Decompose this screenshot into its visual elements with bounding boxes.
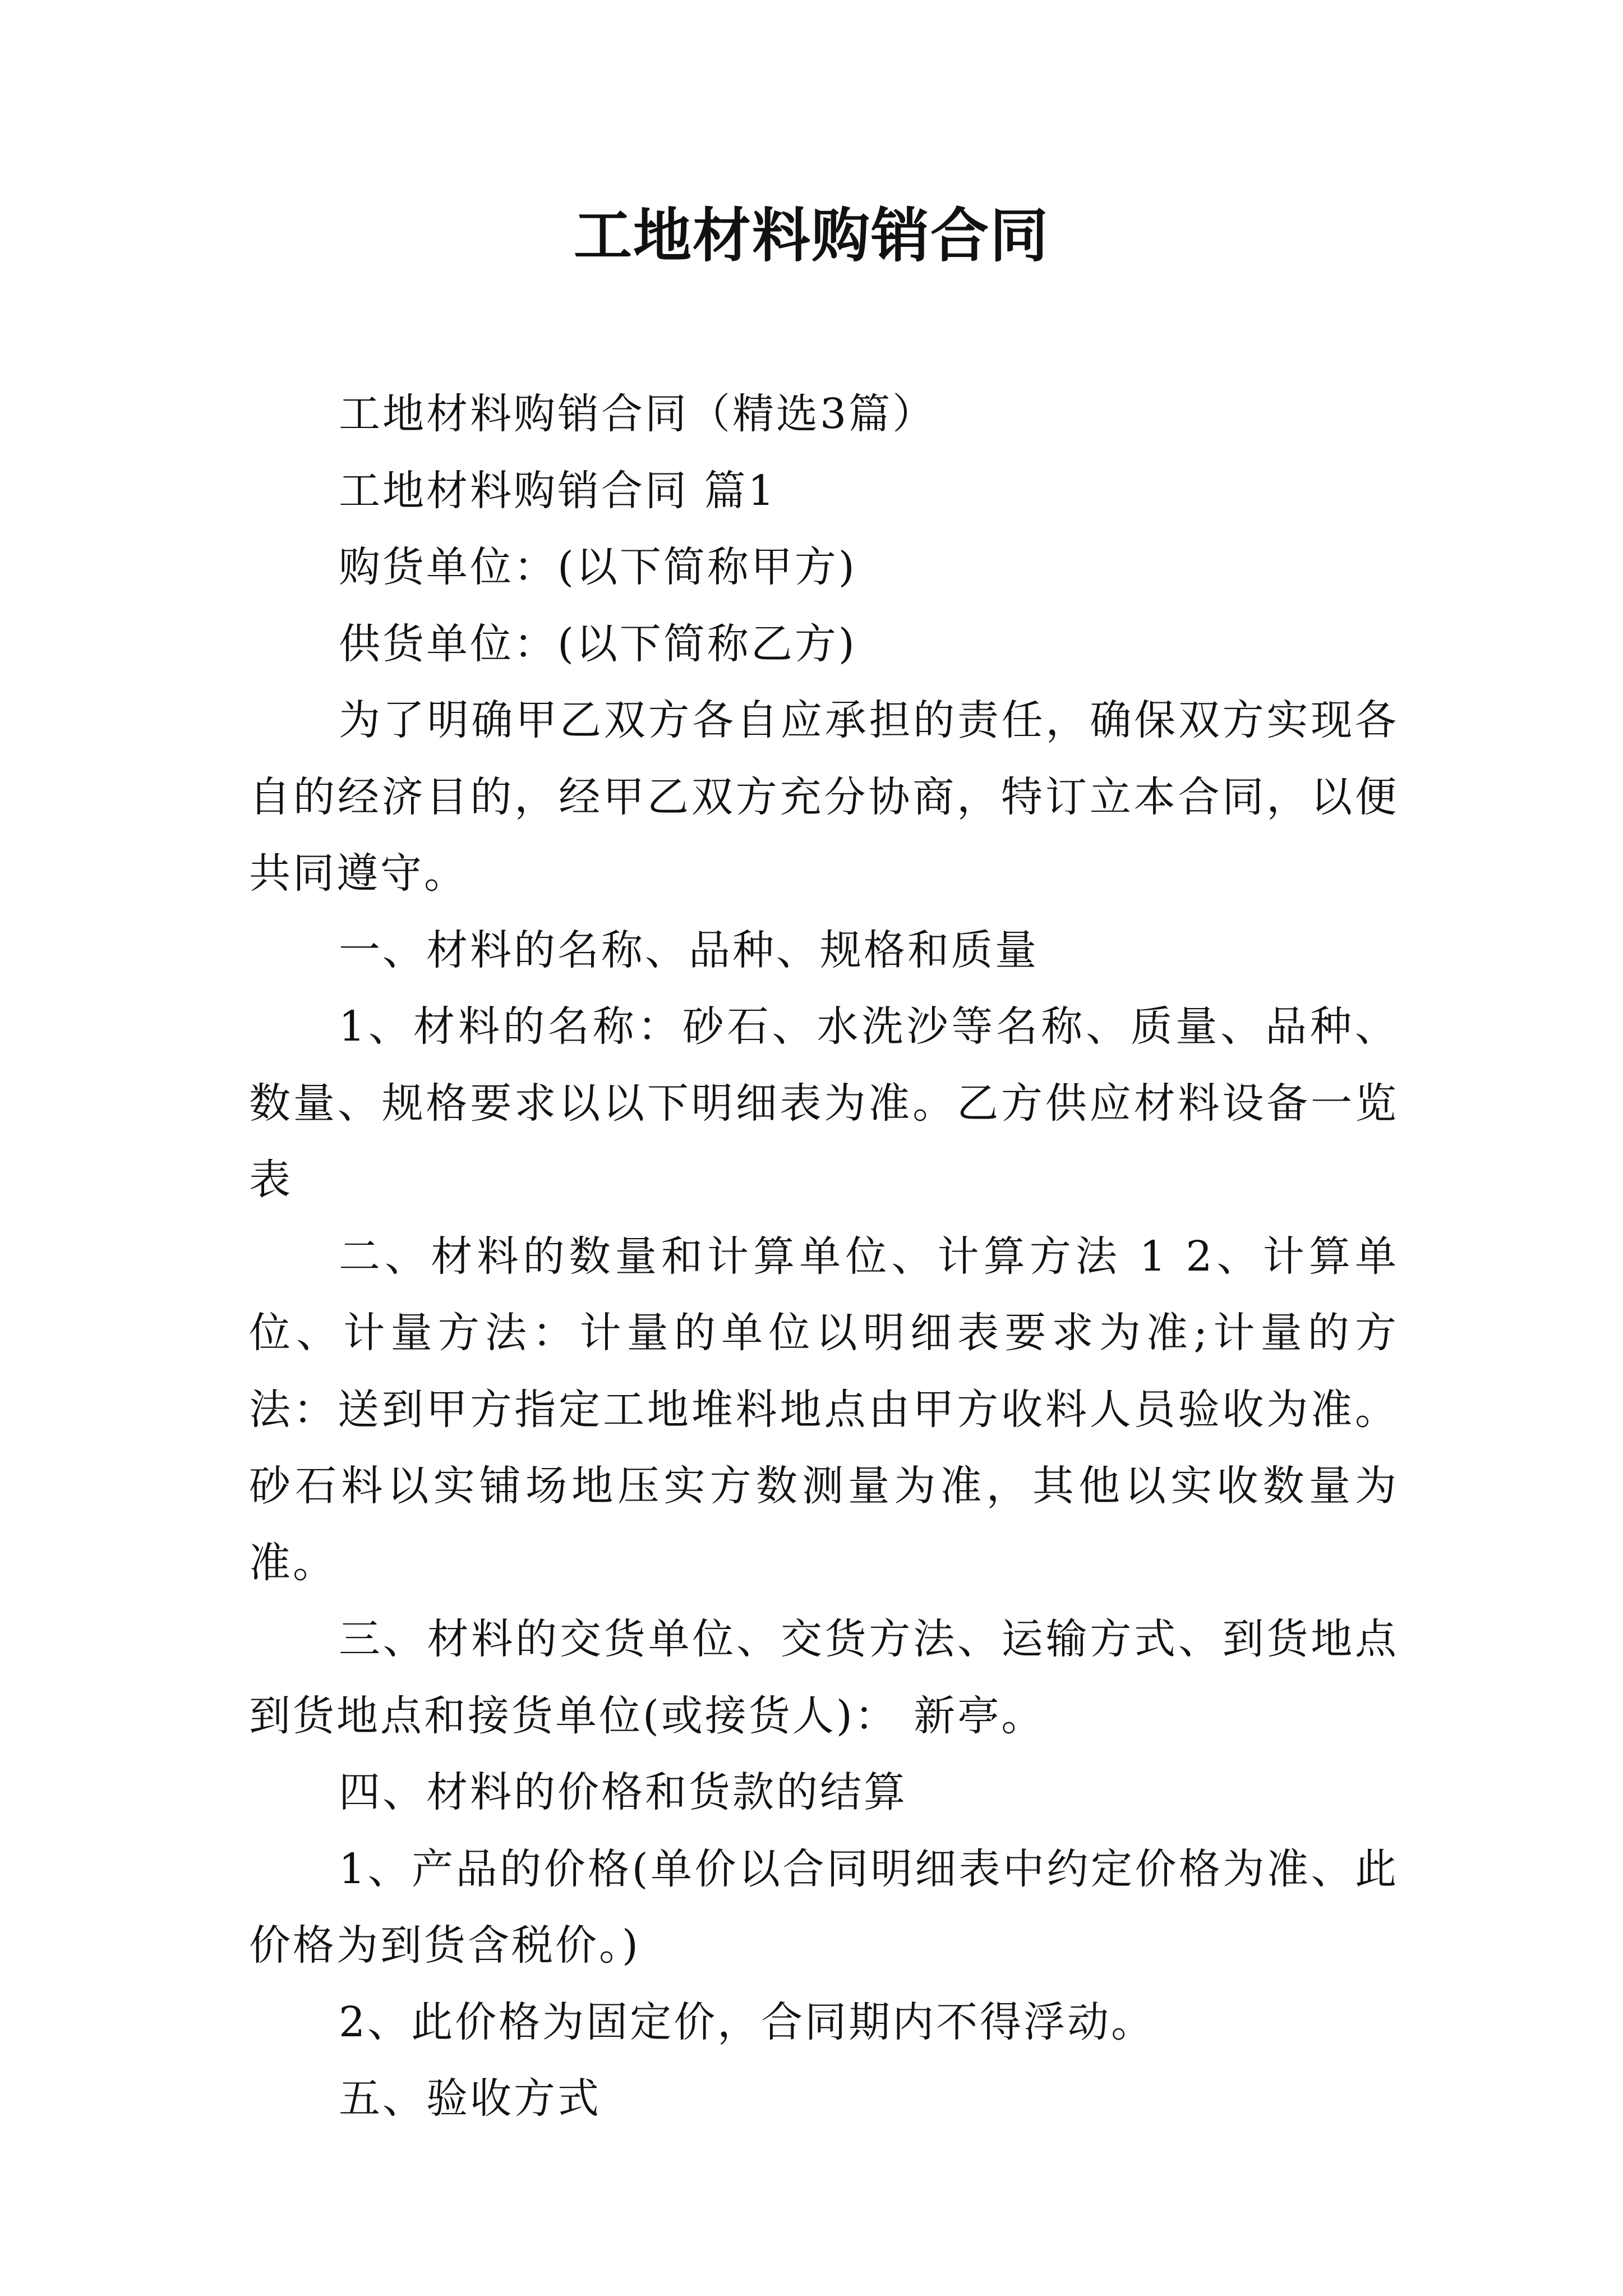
- paragraph-clause-4-2: 2、此价格为固定价，合同期内不得浮动。: [339, 1998, 1155, 2046]
- paragraph-clause-4-heading: 四、材料的价格和货款的结算: [339, 1768, 907, 1816]
- paragraph-supplier: 供货单位：(以下简称乙方): [339, 619, 857, 668]
- paragraph-clause-2: 二、材料的数量和计算单位、计算方法 1 2、计算单位、计量方法：计量的单位以明细表要求为准;计量的方法：送到甲方指定工地堆料地点由甲方收料人员验收为准。砂石料以实铺场地压实方数测量为准，其他以实收数量为准。: [249, 1232, 1399, 1587]
- paragraph-clause-3: 三、材料的交货单位、交货方法、运输方式、到货地点到货地点和接货单位(或接货人)： 新亭。: [249, 1615, 1399, 1740]
- paragraph-purpose: 为了明确甲乙双方各自应承担的责任，确保双方实现各自的经济目的，经甲乙双方充分协商，特订立本合同，以便共同遵守。: [249, 696, 1399, 898]
- document-title: 工地材料购销合同: [573, 201, 1049, 270]
- paragraph-section-heading: 工地材料购销合同 篇1: [339, 466, 777, 515]
- document-body: [249, 376, 1399, 2137]
- paragraph-buyer: 购货单位：(以下简称甲方): [339, 543, 857, 591]
- paragraph-subtitle: 工地材料购销合同（精选3篇）: [339, 390, 937, 438]
- paragraph-clause-1-heading: 一、材料的名称、品种、规格和质量: [339, 926, 1039, 974]
- paragraph-clause-5-heading: 五、验收方式: [339, 2074, 601, 2123]
- paragraph-clause-1-1: 1、材料的名称：砂石、水洗沙等名称、质量、品种、数量、规格要求以以下明细表为准。乙方供应材料设备一览表: [249, 1002, 1399, 1204]
- paragraph-clause-4-1: 1、产品的价格(单价以合同明细表中约定价格为准、此价格为到货含税价。): [249, 1844, 1399, 1970]
